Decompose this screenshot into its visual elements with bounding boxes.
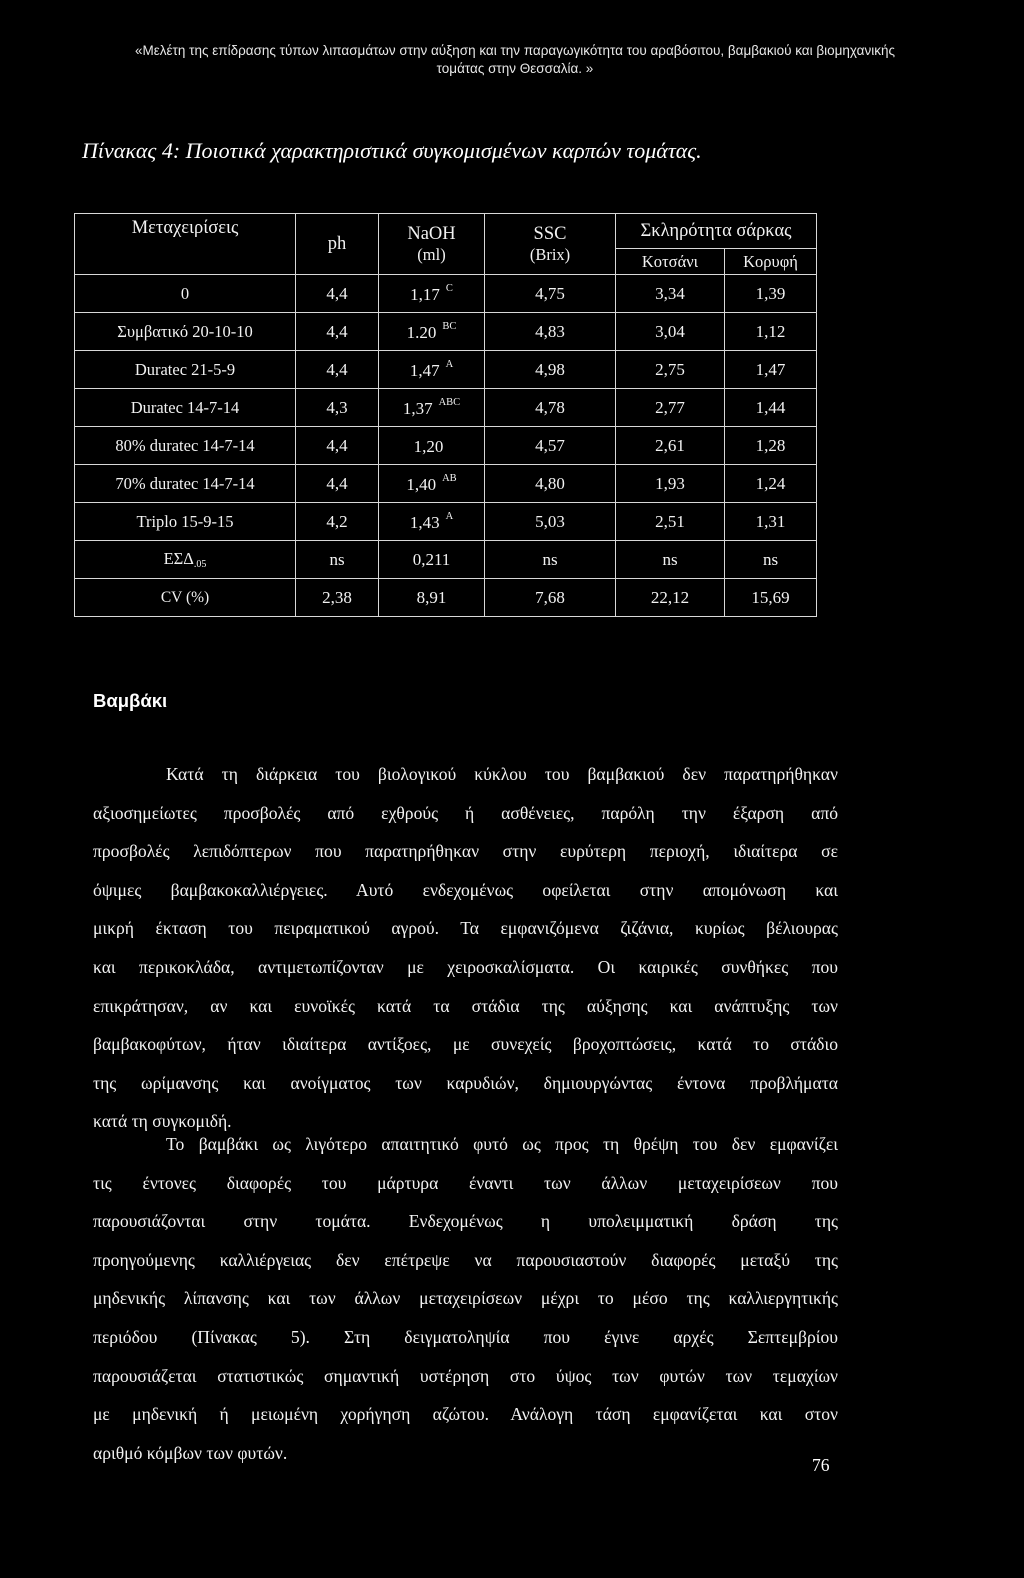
naoh-cell: [379, 313, 485, 351]
top-cell: 1,24: [725, 465, 817, 503]
paragraph-line: αριθμό κόμβων των φυτών.: [93, 1442, 288, 1463]
treatment-cell: Συμβατικό 20-10-10: [75, 313, 296, 351]
naoh-cell: [379, 389, 485, 427]
table-row: [75, 313, 817, 351]
naoh-value: 1,20: [413, 436, 444, 456]
paragraph-line: Κατά τη διάρκεια του βιολογικού κύκλου του βαμβακιού δεν παρατηρήθηκαν: [166, 764, 838, 784]
stem-cell: 3,34: [616, 275, 725, 313]
lsd-label: ΕΣΔ: [163, 549, 194, 568]
ph-cell: 4,4: [296, 351, 379, 389]
stem-cell: 2,61: [616, 427, 725, 465]
ssc-cell: 4,80: [485, 465, 616, 503]
stem-cell: 2,51: [616, 503, 725, 541]
cv-row: [75, 579, 817, 617]
lsd-label-cell: [75, 541, 296, 579]
table-row: [75, 503, 817, 541]
treatment-cell: Duratec 14-7-14: [75, 389, 296, 427]
table-row: [75, 351, 817, 389]
paragraph-line: της ωρίμανσης και ανοίγματος των καρυδιών, δημιουργώντας έντονα προβλήματα: [93, 1072, 838, 1093]
paragraph-line: μικρή έκταση του πειραματικού αγρού. Τα εμφανιζόμενα ζιζάνια, κυρίως βέλιουρας: [93, 918, 838, 939]
top-cell: 1,28: [725, 427, 817, 465]
naoh-value: 1,43: [409, 512, 440, 532]
section-title: Βαμβάκι: [93, 690, 168, 711]
naoh-value: 1,17: [410, 284, 440, 304]
naoh-cell: [379, 465, 485, 503]
ssc-cell: 4,75: [485, 275, 616, 313]
header-ph: ph: [296, 214, 379, 275]
header-firmness: Σκληρότητα σάρκας: [616, 214, 817, 249]
stem-cell: ns: [616, 541, 725, 579]
ssc-cell: 5,03: [485, 503, 616, 541]
running-header-line1: «Μελέτη της επίδρασης τύπων λιπασμάτων στην αύξηση και την παραγωγικότητα του αραβόσιτου, βαμβακιού και βιομηχανικής: [135, 43, 895, 58]
treatment-cell: Duratec 21-5-9: [75, 351, 296, 389]
naoh-cell: [379, 351, 485, 389]
naoh-letter: C: [445, 282, 453, 294]
paragraph-line: προσβολές λεπιδόπτερων που παρατηρήθηκαν στην ευρύτερη περιοχή, ιδιαίτερα σε: [93, 841, 838, 862]
ph-cell: 4,2: [296, 503, 379, 541]
paragraph-line: και περικοκλάδα, αντιμετωπίζονταν με χειροσκαλίσματα. Οι καιρικές συνθήκες που: [93, 956, 838, 977]
naoh-letter: A: [445, 510, 454, 522]
naoh-letter: BC: [442, 320, 457, 332]
ph-cell: 4,4: [296, 275, 379, 313]
naoh-cell: [379, 427, 485, 465]
naoh-value: 1,40: [406, 474, 437, 494]
top-cell: 15,69: [725, 579, 817, 617]
ph-cell: 4,4: [296, 427, 379, 465]
header-ssc-label: SSC: [533, 223, 567, 244]
running-header-line2: τομάτας στην Θεσσαλία. »: [436, 61, 594, 76]
naoh-value: 1.20: [406, 322, 437, 342]
naoh-letter: AB: [442, 472, 457, 484]
naoh-cell: [379, 503, 485, 541]
header-naoh-label: NaOH: [407, 223, 456, 244]
ssc-cell: 4,83: [485, 313, 616, 351]
ssc-cell: 4,98: [485, 351, 616, 389]
running-header: [70, 42, 960, 78]
paragraph-line: παρουσιάζονται στην τομάτα. Ενδεχομένως η υπολειμματική δράση της: [93, 1211, 838, 1232]
table-title: Πίνακας 4: Ποιοτικά χαρακτηριστικά συγκομισμένων καρπών τομάτας.: [82, 138, 702, 163]
stem-cell: 3,04: [616, 313, 725, 351]
ssc-cell: 4,57: [485, 427, 616, 465]
treatment-cell: 70% duratec 14-7-14: [75, 465, 296, 503]
treatment-cell: Triplo 15-9-15: [75, 503, 296, 541]
paragraph-2: [93, 1125, 838, 1472]
naoh-cell: [379, 275, 485, 313]
header-naoh: [379, 214, 485, 275]
paragraph-line: μηδενικής λίπανσης και των άλλων μεταχειρίσεων μέχρι το μέσο της καλλιεργητικής: [93, 1288, 838, 1309]
stem-cell: 2,77: [616, 389, 725, 427]
naoh-cell: 0,211: [379, 541, 485, 579]
paragraph-line: παρουσιάζεται στατιστικώς σημαντική υστέρηση στο ύψος των φυτών των τεμαχίων: [93, 1365, 838, 1386]
treatment-cell: 0: [75, 275, 296, 313]
lsd-row: [75, 541, 817, 579]
paragraph-line: βαμβακοφύτων, ήταν ιδιαίτερα αντίξοες, με συνεχείς βροχοπτώσεις, κατά το στάδιο: [93, 1034, 838, 1055]
top-cell: ns: [725, 541, 817, 579]
header-naoh-unit: (ml): [417, 244, 446, 264]
table-row: [75, 275, 817, 313]
ph-cell: 4,4: [296, 465, 379, 503]
naoh-letter: ABC: [438, 396, 461, 408]
ssc-cell: 7,68: [485, 579, 616, 617]
naoh-value: 1,47: [409, 360, 440, 380]
ph-cell: ns: [296, 541, 379, 579]
stem-cell: 22,12: [616, 579, 725, 617]
top-cell: 1,44: [725, 389, 817, 427]
top-cell: 1,12: [725, 313, 817, 351]
header-firmness-top: Κορυφή: [725, 249, 817, 275]
cv-label: CV (%): [75, 579, 296, 617]
header-ssc: [485, 214, 616, 275]
paragraph-line: επικράτησαν, αν και ευνοϊκές κατά τα στάδια της αύξησης και ανάπτυξης των: [93, 995, 838, 1016]
paragraph-1: [93, 755, 838, 1141]
ssc-cell: 4,78: [485, 389, 616, 427]
ph-cell: 4,4: [296, 313, 379, 351]
paragraph-line: προηγούμενης καλλιέργειας δεν επέτρεψε να παρουσιαστούν διαφορές μεταξύ της: [93, 1249, 838, 1270]
ph-cell: 2,38: [296, 579, 379, 617]
paragraph-line: με μηδενική ή μειωμένη χορήγηση αζώτου. Ανάλογη τάση εμφανίζεται και στον: [93, 1404, 838, 1425]
paragraph-line: Το βαμβάκι ως λιγότερο απαιτητικό φυτό ως προς τη θρέψη του δεν εμφανίζει: [166, 1134, 838, 1154]
naoh-value: 1,37: [402, 398, 433, 418]
paragraph-line: περιόδου (Πίνακας 5). Στη δειγματοληψία που έγινε αρχές Σεπτεμβρίου: [93, 1326, 838, 1347]
table-row: [75, 389, 817, 427]
stem-cell: 1,93: [616, 465, 725, 503]
paragraph-line: κατά τη συγκομιδή.: [93, 1111, 232, 1132]
top-cell: 1,31: [725, 503, 817, 541]
header-treatments: Μεταχειρίσεις: [75, 214, 296, 275]
lsd-label-sub: .05: [193, 559, 207, 570]
paragraph-line: αξιοσημείωτες προσβολές από εχθρούς ή ασθένειες, παρόλη την έξαρση από: [93, 802, 838, 823]
naoh-cell: 8,91: [379, 579, 485, 617]
naoh-letter: A: [445, 358, 454, 370]
stem-cell: 2,75: [616, 351, 725, 389]
page-number: 76: [812, 1455, 830, 1475]
paragraph-line: όψιμες βαμβακοκαλλιέργειες. Αυτό ενδεχομένως οφείλεται στην απομόνωση και: [93, 879, 838, 900]
table-row: [75, 427, 817, 465]
top-cell: 1,47: [725, 351, 817, 389]
header-firmness-stem: Κοτσάνι: [616, 249, 725, 275]
ph-cell: 4,3: [296, 389, 379, 427]
top-cell: 1,39: [725, 275, 817, 313]
quality-table: [74, 213, 817, 617]
paragraph-line: τις έντονες διαφορές του μάρτυρα έναντι των άλλων μεταχειρίσεων που: [93, 1172, 838, 1193]
table-row: [75, 465, 817, 503]
treatment-cell: 80% duratec 14-7-14: [75, 427, 296, 465]
ssc-cell: ns: [485, 541, 616, 579]
header-ssc-unit: (Brix): [529, 244, 571, 264]
